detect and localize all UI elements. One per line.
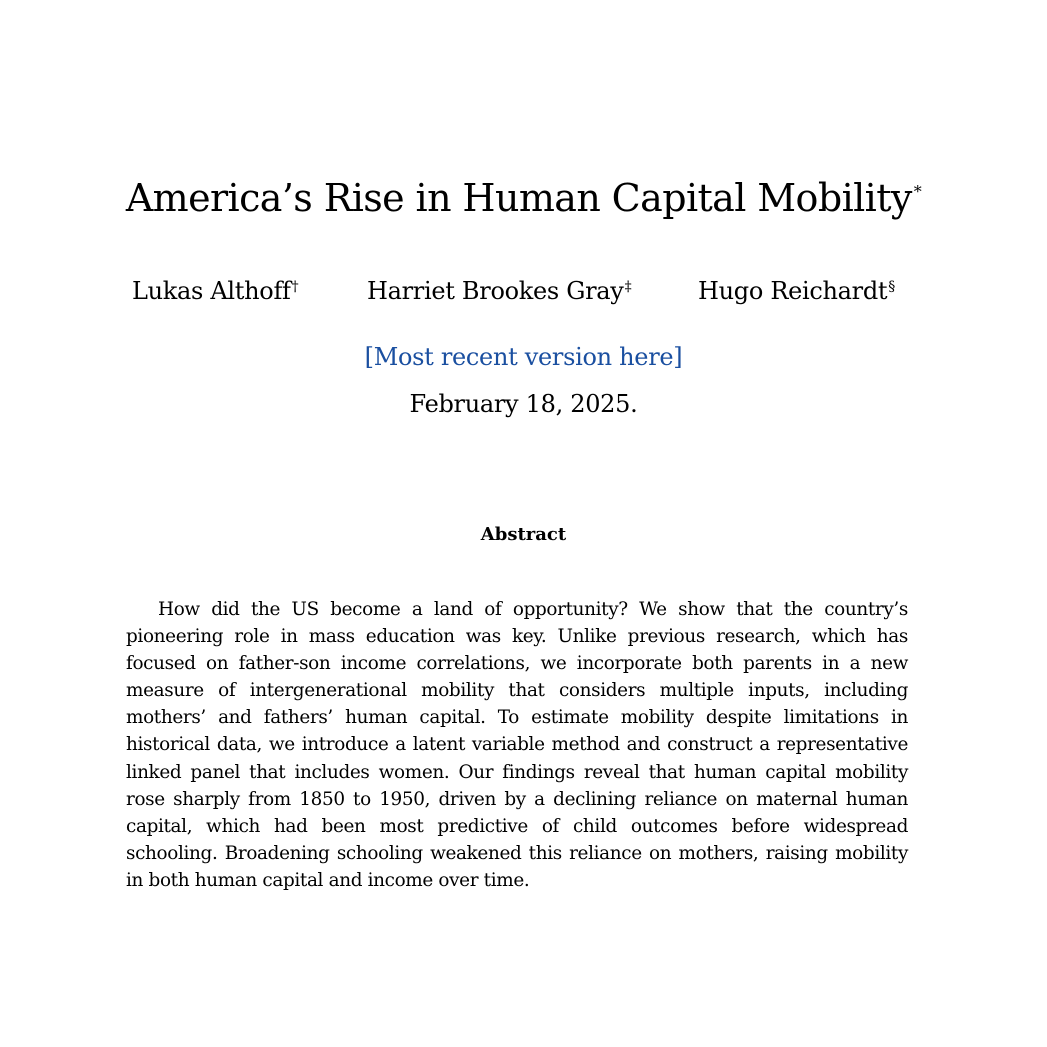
- publication-date: February 18, 2025.: [409, 390, 638, 418]
- abstract-heading: Abstract: [480, 524, 567, 545]
- author-1-footnote-mark: †: [291, 279, 299, 295]
- author-3-name: Hugo Reichardt: [698, 277, 888, 305]
- author-3: [698, 274, 895, 308]
- paper-title: [0, 174, 1047, 222]
- author-2-footnote-mark: ‡: [624, 279, 632, 295]
- author-3-footnote-mark: §: [888, 279, 895, 295]
- author-1-name: Lukas Althoff: [132, 277, 291, 305]
- abstract-body: How did the US become a land of opportunity? We show that the country’s pioneering role in mass education was key. Unlike previous research, which has focused on father-son income correlations, we incorporate both parents in a new measure of intergenerational mobility that considers multiple inputs, including mothers’ and fathers’ human capital. To estimate mobility despite limitations in historical data, we introduce a latent variable method and construct a representative linked panel that includes women. Our findings reveal that human capital mobility rose sharply from 1850 to 1950, driven by a declining reliance on maternal human capital, which had been most predictive of child outcomes before widespread schooling. Broadening schooling weakened this reliance on mothers, raising mobility in both human capital and income over time.: [126, 599, 908, 891]
- author-2-name: Harriet Brookes Gray: [367, 277, 624, 305]
- most-recent-version-link[interactable]: [Most recent version here]: [364, 343, 683, 371]
- paper-title-text: America’s Rise in Human Capital Mobility: [125, 176, 912, 220]
- author-2: [367, 274, 631, 308]
- title-footnote-mark: *: [913, 182, 922, 201]
- author-1: [132, 274, 298, 308]
